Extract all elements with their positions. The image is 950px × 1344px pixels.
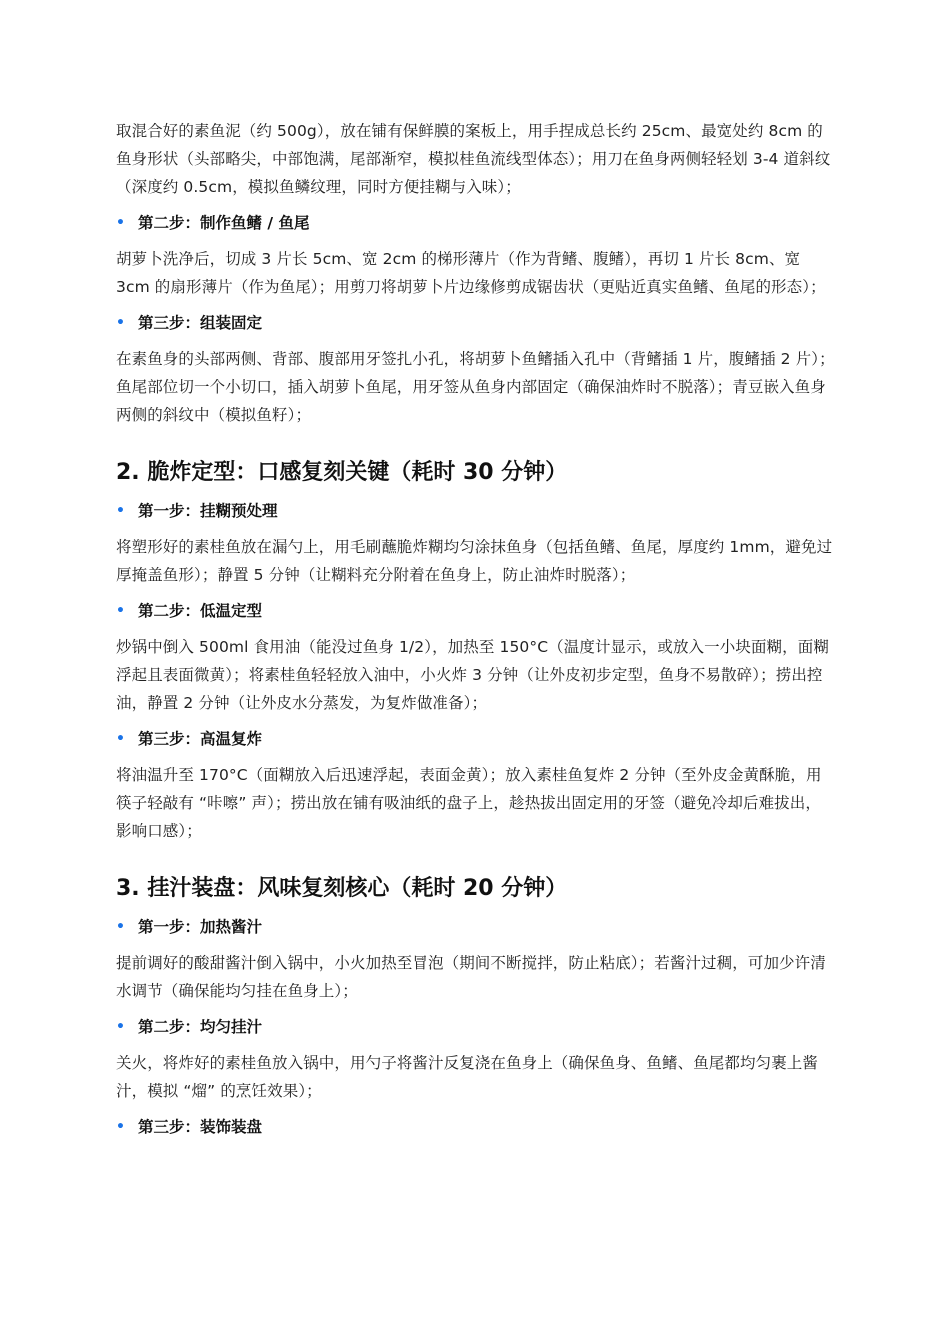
step-title: 第一步：挂糊预处理 xyxy=(138,502,278,520)
step-paragraph: 提前调好的酸甜酱汁倒入锅中，小火加热至冒泡（期间不断搅拌，防止粘底）；若酱汁过稠，可加少许清水调节（确保能均匀挂在鱼身上）； xyxy=(116,954,826,1000)
step-heading xyxy=(116,727,836,751)
step-paragraph: 炒锅中倒入 500ml 食用油（能没过鱼身 1/2），加热至 150°C（温度计显示，或放入一小块面糊，面糊浮起且表面微黄）；将素桂鱼轻轻放入油中，小火炸 3 分钟（让外皮初步定型，鱼身不易散碎）；捞出控油，静置 2 分钟（让外皮水分蒸发，为复炸做准备）； xyxy=(116,638,829,712)
bullet-icon: • xyxy=(116,315,125,331)
step-heading xyxy=(116,1015,836,1039)
step-title: 第二步：低温定型 xyxy=(138,602,263,620)
document-page xyxy=(116,117,836,1139)
step-heading xyxy=(116,499,836,523)
step-title: 第三步：装饰装盘 xyxy=(138,1118,263,1136)
step-paragraph: 关火，将炸好的素桂鱼放入锅中，用勺子将酱汁反复浇在鱼身上（确保鱼身、鱼鳍、鱼尾都均匀裹上酱汁，模拟 “熘” 的烹饪效果）； xyxy=(116,1054,819,1100)
step-title: 第三步：高温复炸 xyxy=(138,730,263,748)
intro-paragraph: 取混合好的素鱼泥（约 500g），放在铺有保鲜膜的案板上，用手捏成总长约 25cm、最宽处约 8cm 的鱼身形状（头部略尖，中部饱满，尾部渐窄，模拟桂鱼流线型体态）；用刀在鱼身两侧轻轻划 3-4 道斜纹（深度约 0.5cm，模拟鱼鳞纹理，同时方便挂糊与入味）； xyxy=(116,122,831,196)
step-heading xyxy=(116,599,836,623)
step-heading xyxy=(116,1115,836,1139)
step-title: 第一步：加热酱汁 xyxy=(138,918,263,936)
step-title: 第三步：组装固定 xyxy=(138,314,263,332)
section-heading: 2. 脆炸定型：口感复刻关键（耗时 30 分钟） xyxy=(116,460,568,485)
step-paragraph: 在素鱼身的头部两侧、背部、腹部用牙签扎小孔，将胡萝卜鱼鳍插入孔中（背鳍插 1 片，腹鳍插 2 片）；鱼尾部位切一个小切口，插入胡萝卜鱼尾，用牙签从鱼身内部固定（确保油炸时不脱落）；青豆嵌入鱼身两侧的斜纹中（模拟鱼籽）； xyxy=(116,350,835,424)
bullet-icon: • xyxy=(116,919,125,935)
step-heading xyxy=(116,915,836,939)
bullet-icon: • xyxy=(116,1019,125,1035)
section-heading: 3. 挂汁装盘：风味复刻核心（耗时 20 分钟） xyxy=(116,876,568,901)
bullet-icon: • xyxy=(116,603,125,619)
bullet-icon: • xyxy=(116,215,125,231)
step-title: 第二步：制作鱼鳍 / 鱼尾 xyxy=(138,214,310,232)
step-paragraph: 将油温升至 170°C（面糊放入后迅速浮起，表面金黄）；放入素桂鱼复炸 2 分钟（至外皮金黄酥脆，用筷子轻敲有 “咔嚓” 声）；捞出放在铺有吸油纸的盘子上，趁热拔出固定用的牙签（避免冷却后难拔出，影响口感）； xyxy=(116,766,822,840)
step-paragraph: 将塑形好的素桂鱼放在漏勺上，用毛刷蘸脆炸糊均匀涂抹鱼身（包括鱼鳍、鱼尾，厚度约 1mm，避免过厚掩盖鱼形）；静置 5 分钟（让糊料充分附着在鱼身上，防止油炸时脱落）； xyxy=(116,538,833,584)
step-heading xyxy=(116,211,836,235)
step-heading xyxy=(116,311,836,335)
bullet-icon: • xyxy=(116,731,125,747)
bullet-icon: • xyxy=(116,1119,125,1135)
bullet-icon: • xyxy=(116,503,125,519)
step-paragraph: 胡萝卜洗净后，切成 3 片长 5cm、宽 2cm 的梯形薄片（作为背鳍、腹鳍），再切 1 片长 8cm、宽 3cm 的扇形薄片（作为鱼尾）；用剪刀将胡萝卜片边缘修剪成锯齿状（更贴近真实鱼鳍、鱼尾的形态）； xyxy=(116,250,826,296)
step-title: 第二步：均匀挂汁 xyxy=(138,1018,263,1036)
